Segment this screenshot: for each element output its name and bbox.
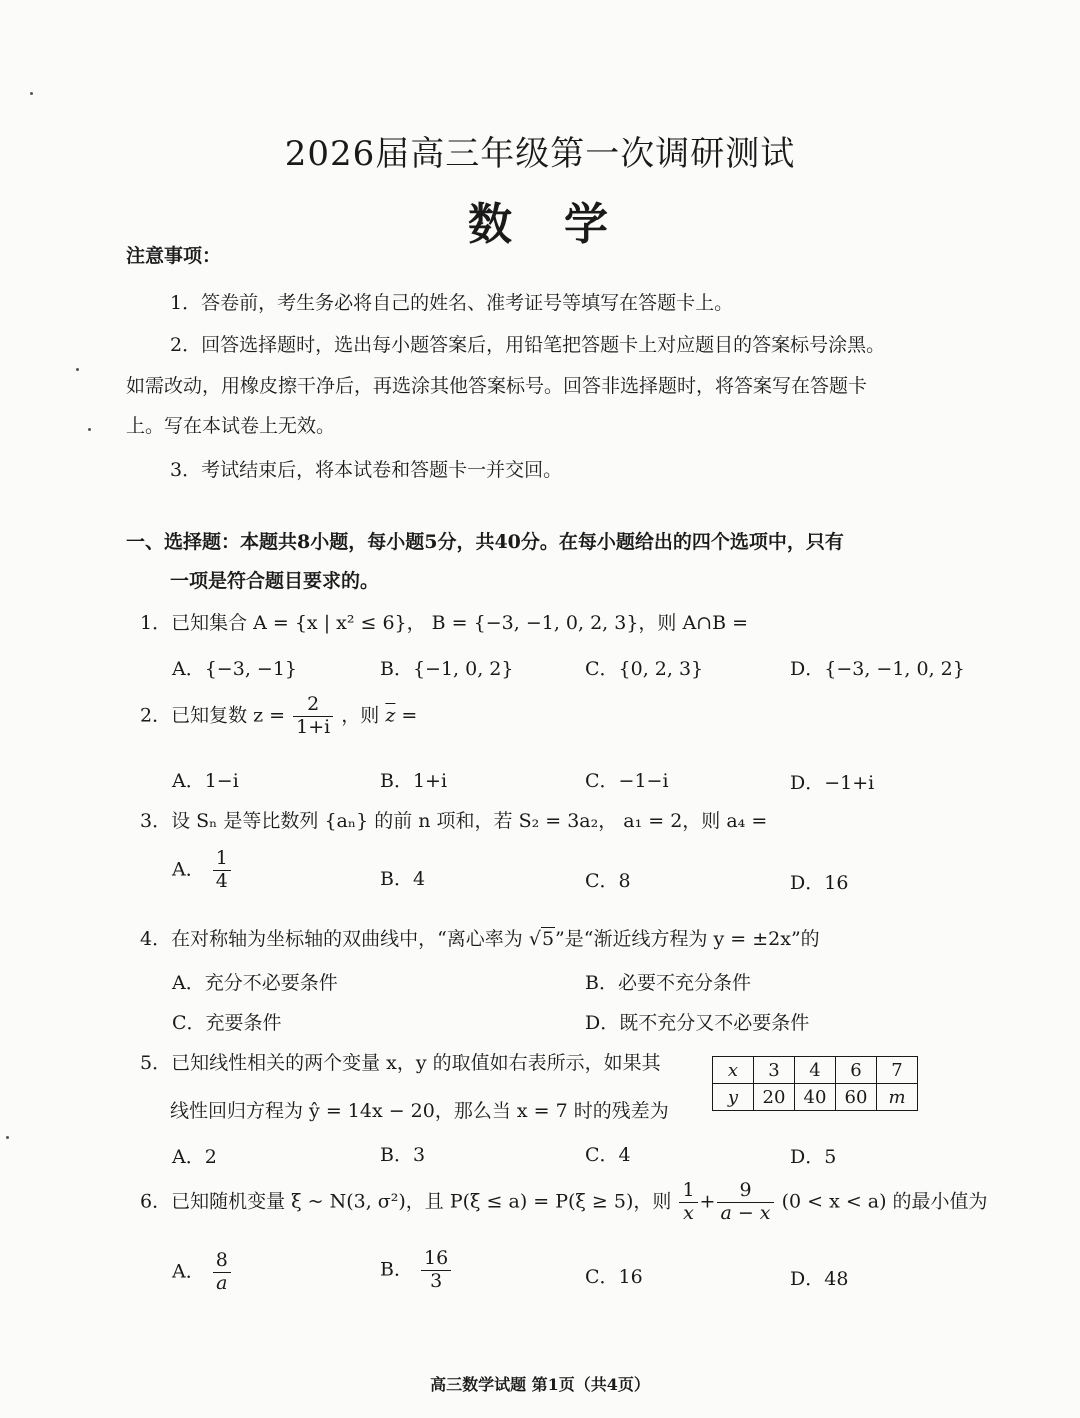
question-6-option-b-denominator: 3 [430, 1269, 443, 1292]
page-footer: 高三数学试题 第1页（共4页） [430, 1375, 650, 1394]
question-6-option-d: D．48 [790, 1268, 849, 1290]
question-1-option-d: D．{−3, −1, 0, 2} [790, 658, 965, 680]
question-4-stem-pre: 4．在对称轴为坐标轴的双曲线中，“离心率为 √ [140, 928, 541, 950]
question-6-option-a [172, 1250, 233, 1295]
subject-title: 数学 [468, 199, 660, 250]
scan-speck [88, 428, 91, 431]
question-2-option-c: C．−1−i [585, 770, 669, 792]
question-4-option-c: C．充要条件 [172, 1012, 282, 1034]
question-5-stem-line-2: 线性回归方程为 ŷ = 14x − 20，那么当 x = 7 时的残差为 [170, 1100, 669, 1122]
question-4-option-d: D．既不充分又不必要条件 [585, 1012, 810, 1034]
question-6-option-a-fraction [213, 1250, 231, 1295]
table-cell: 40 [795, 1084, 836, 1111]
question-1-option-a: A．{−3, −1} [172, 658, 297, 680]
notice-item-1: 1．答卷前，考生务必将自己的姓名、准考证号等填写在答题卡上。 [170, 292, 734, 314]
question-6-stem-post: (0 < x < a) 的最小值为 [781, 1190, 988, 1213]
question-4-stem-post: ”是“渐近线方程为 y = ±2x”的 [555, 928, 820, 950]
question-6-option-a-label: A． [172, 1260, 205, 1283]
table-cell: 60 [836, 1084, 877, 1111]
question-6-option-b-label: B． [380, 1258, 413, 1281]
question-2-suffix-post: = [401, 704, 418, 727]
question-3-option-a-label: A． [172, 858, 205, 881]
question-5-option-d: D．5 [790, 1146, 837, 1168]
question-4-stem [140, 924, 820, 951]
question-6-fraction-1-numerator: 1 [679, 1180, 697, 1203]
notice-item-2-line-1: 2．回答选择题时，选出每小题答案后，用铅笔把答题卡上对应题目的答案标号涂黑。 [170, 334, 886, 356]
question-6-option-b-numerator: 16 [421, 1248, 451, 1271]
question-2-suffix-pre: ，则 [341, 704, 380, 727]
question-3-option-a [172, 848, 233, 893]
question-2-fraction [293, 694, 333, 739]
question-6-option-a-numerator: 8 [213, 1250, 231, 1273]
question-4-radicand: 5 [541, 928, 555, 950]
question-2-denominator: 1+i [296, 715, 331, 738]
question-6-option-c: C．16 [585, 1266, 643, 1288]
table-cell: 6 [836, 1057, 877, 1084]
question-6-stem-pre: 6．已知随机变量 ξ ~ N(3, σ²)，且 P(ξ ≤ a) = P(ξ ≥ 5)，则 [140, 1190, 672, 1213]
scan-speck [30, 92, 33, 95]
section-heading-line-1: 一、选择题：本题共8小题，每小题5分，共40分。在每小题给出的四个选项中，只有 [126, 531, 844, 553]
question-2-conjugate-z: $\overline{z}$ [385, 704, 396, 727]
question-2-option-d: D．−1+i [790, 772, 875, 794]
question-2-numerator: 2 [293, 694, 333, 717]
notice-item-2-line-3: 上。写在本试卷上无效。 [126, 415, 336, 437]
question-3-option-a-denominator: 4 [215, 869, 228, 892]
question-6-option-b [380, 1248, 453, 1293]
question-3-option-b: B．4 [380, 868, 426, 890]
table-cell: x [713, 1057, 754, 1084]
table-cell: y [713, 1084, 754, 1111]
scan-speck [76, 368, 79, 371]
question-6-fraction-1 [679, 1180, 697, 1225]
question-5-option-a: A．2 [172, 1146, 217, 1168]
question-5-option-c: C．4 [585, 1144, 631, 1166]
notice-heading: 注意事项： [126, 245, 222, 267]
table-cell: 4 [795, 1057, 836, 1084]
table-cell: 3 [754, 1057, 795, 1084]
question-1-option-c: C．{0, 2, 3} [585, 658, 704, 680]
question-3-option-d: D．16 [790, 872, 849, 894]
question-2-option-b: B．1+i [380, 770, 448, 792]
question-2-stem [140, 694, 417, 739]
question-5-stem-line-1: 5．已知线性相关的两个变量 x，y 的取值如右表所示，如果其 [140, 1052, 661, 1074]
scan-speck [6, 1136, 9, 1139]
section-heading-line-2: 一项是符合题目要求的。 [170, 570, 380, 592]
question-3-option-a-fraction [213, 848, 231, 893]
question-6-option-b-fraction [421, 1248, 451, 1293]
question-6-stem [140, 1180, 988, 1225]
question-6-fraction-2-denominator: a − x [720, 1201, 771, 1224]
question-3-stem: 3．设 Sₙ 是等比数列 {aₙ} 的前 n 项和，若 S₂ = 3a₂， a₁ = 2，则 a₄ = [140, 810, 768, 832]
question-4-option-b: B．必要不充分条件 [585, 972, 751, 994]
question-3-option-c: C．8 [585, 870, 631, 892]
exam-title: 2026届高三年级第一次调研测试 [284, 134, 796, 174]
question-6-plus: + [699, 1190, 716, 1213]
question-1-option-b: B．{−1, 0, 2} [380, 658, 514, 680]
table-cell: m [877, 1084, 918, 1111]
question-2-option-a: A．1−i [172, 770, 239, 792]
question-6-fraction-1-denominator: x [683, 1201, 694, 1224]
table-cell: 20 [754, 1084, 795, 1111]
question-6-fraction-2 [717, 1180, 773, 1225]
table-cell: 7 [877, 1057, 918, 1084]
notice-item-2-line-2: 如需改动，用橡皮擦干净后，再选涂其他答案标号。回答非选择题时，将答案写在答题卡 [126, 375, 868, 397]
question-6-fraction-2-numerator: 9 [717, 1180, 773, 1203]
question-2-prefix: 2．已知复数 z = [140, 704, 286, 727]
table-row [713, 1057, 918, 1084]
table-row [713, 1084, 918, 1111]
question-1-stem: 1．已知集合 A = {x | x² ≤ 6}， B = {−3, −1, 0, 2, 3}，则 A∩B = [140, 612, 749, 634]
question-5-data-table [712, 1056, 918, 1111]
notice-item-3: 3．考试结束后，将本试卷和答题卡一并交回。 [170, 459, 563, 481]
question-3-option-a-numerator: 1 [213, 848, 231, 871]
question-5-option-b: B．3 [380, 1144, 426, 1166]
question-6-option-a-denominator: a [216, 1271, 228, 1294]
question-4-option-a: A．充分不必要条件 [172, 972, 338, 994]
